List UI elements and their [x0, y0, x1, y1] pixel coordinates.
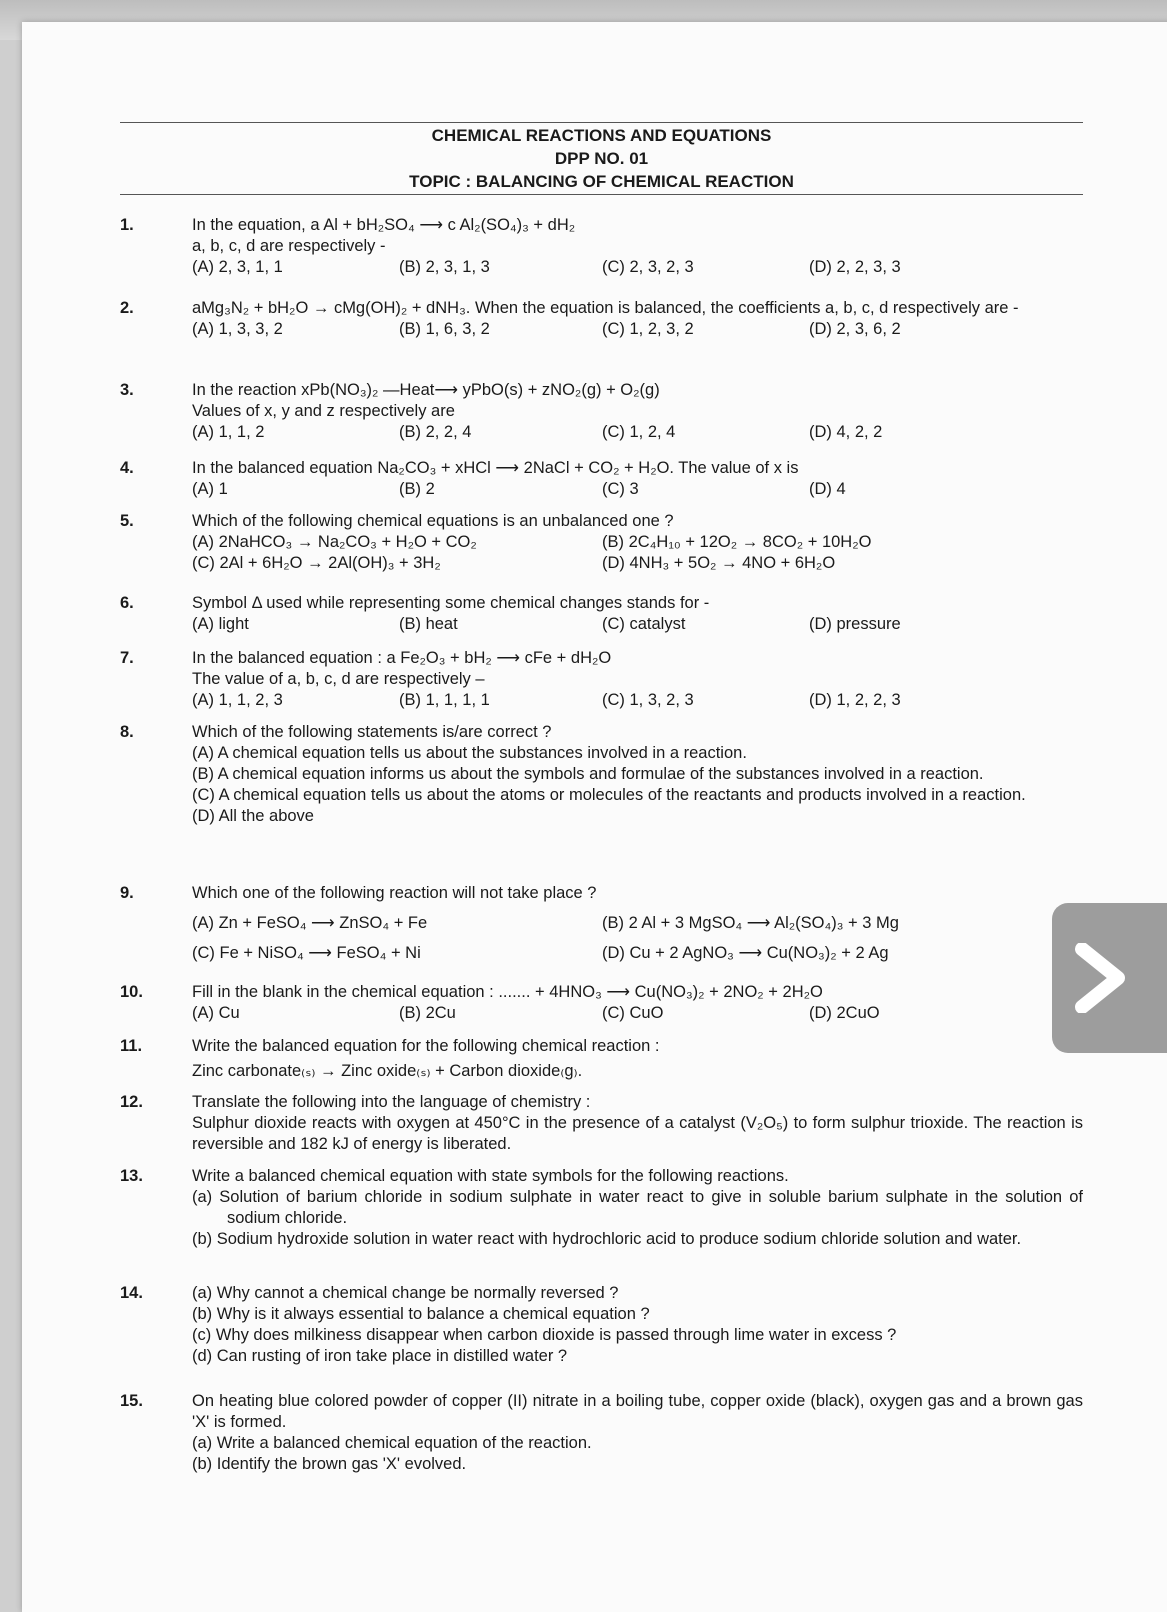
option-a: (A) 2, 3, 1, 1: [192, 258, 283, 276]
part-c: (c) Why does milkiness disappear when carbon dioxide is passed through lime water in excess ?: [192, 1326, 897, 1344]
question-number: 8.: [120, 723, 134, 741]
question-text: a, b, c, d are respectively -: [192, 237, 386, 255]
option-d: (D) 4NH₃ + 5O₂ → 4NO + 6H₂O: [602, 554, 836, 572]
question-number: 12.: [120, 1093, 143, 1111]
option-c: (C) Fe + NiSO₄ ⟶ FeSO₄ + Ni: [192, 944, 421, 962]
option-c: (C) CuO: [602, 1004, 664, 1022]
option-b: (B) 1, 6, 3, 2: [399, 320, 490, 338]
option-d: (D) Cu + 2 AgNO₃ ⟶ Cu(NO₃)₂ + 2 Ag: [602, 944, 889, 962]
question-text: Which of the following chemical equations is an unbalanced one ?: [192, 512, 674, 530]
option-c: (C) 1, 2, 3, 2: [602, 320, 694, 338]
option-c: (C) 2, 3, 2, 3: [602, 258, 694, 276]
question-text: Which one of the following reaction will not take place ?: [192, 884, 597, 902]
question-text: Translate the following into the language of chemistry :: [192, 1093, 591, 1111]
option-d: (D) 4, 2, 2: [809, 423, 883, 441]
option-d: (D) 4: [809, 480, 846, 498]
option-c: (C) A chemical equation tells us about the atoms or molecules of the reactants and products involved in a reaction.: [192, 786, 1026, 804]
option-b: (B) 2, 2, 4: [399, 423, 472, 441]
option-b: (B) 2C₄H₁₀ + 12O₂ → 8CO₂ + 10H₂O: [602, 533, 872, 551]
question-number: 2.: [120, 299, 134, 317]
question-text: Symbol Δ used while representing some chemical changes stands for -: [192, 594, 710, 612]
question-text: On heating blue colored powder of copper (II) nitrate in a boiling tube, copper oxide (black), oxygen gas and a brown gas 'X' is formed.: [192, 1392, 1083, 1431]
option-b: (B) A chemical equation informs us about the symbols and formulae of the substances involved in a reaction.: [192, 765, 984, 783]
part-b: (b) Why is it always essential to balance a chemical equation ?: [192, 1305, 650, 1323]
question-text: In the balanced equation : a Fe₂O₃ + bH₂ ⟶ cFe + dH₂O: [192, 649, 612, 667]
chevron-right-icon: [1068, 943, 1138, 1013]
option-d: (D) 2CuO: [809, 1004, 880, 1022]
page-title: CHEMICAL REACTIONS AND EQUATIONS: [431, 126, 772, 145]
option-a: (A) light: [192, 615, 249, 633]
option-b: (B) 1, 1, 1, 1: [399, 691, 490, 709]
question-number: 15.: [120, 1392, 143, 1410]
option-d: (D) 2, 2, 3, 3: [809, 258, 901, 276]
option-b: (B) heat: [399, 615, 458, 633]
option-a: (A) 1, 3, 3, 2: [192, 320, 283, 338]
option-a: (A) Zn + FeSO₄ ⟶ ZnSO₄ + Fe: [192, 914, 428, 932]
question-text: The value of a, b, c, d are respectively –: [192, 670, 485, 688]
question-text: Values of x, y and z respectively are: [192, 402, 455, 420]
option-c: (C) 1, 3, 2, 3: [602, 691, 694, 709]
question-text: In the balanced equation Na₂CO₃ + xHCl ⟶ 2NaCl + CO₂ + H₂O. The value of x is: [192, 459, 799, 477]
question-text: In the reaction xPb(NO₃)₂ —Heat⟶ yPbO(s) + zNO₂(g) + O₂(g): [192, 381, 660, 399]
topic-heading: TOPIC : BALANCING OF CHEMICAL REACTION: [409, 172, 794, 191]
question-number: 7.: [120, 649, 134, 667]
option-d: (D) 2, 3, 6, 2: [809, 320, 901, 338]
option-b: (B) 2, 3, 1, 3: [399, 258, 490, 276]
dpp-number: DPP NO. 01: [554, 149, 649, 168]
part-a: (a) Write a balanced chemical equation of the reaction.: [192, 1434, 592, 1452]
part-b: (b) Sodium hydroxide solution in water react with hydrochloric acid to produce sodium chloride solution and water.: [192, 1230, 1022, 1248]
question-number: 13.: [120, 1167, 143, 1185]
option-d: (D) All the above: [192, 807, 314, 825]
option-c: (C) 3: [602, 480, 639, 498]
question-text: aMg₃N₂ + bH₂O → cMg(OH)₂ + dNH₃. When the equation is balanced, the coefficients a, b, c, d respectively are -: [192, 299, 1019, 317]
question-number: 5.: [120, 512, 134, 530]
option-a: (A) 2NaHCO₃ → Na₂CO₃ + H₂O + CO₂: [192, 533, 477, 551]
question-number: 3.: [120, 381, 134, 399]
option-a: (A) 1, 1, 2, 3: [192, 691, 283, 709]
option-c: (C) 2Al + 6H₂O → 2Al(OH)₃ + 3H₂: [192, 554, 441, 572]
question-text: In the equation, a Al + bH₂SO₄ ⟶ c Al₂(SO₄)₃ + dH₂: [192, 216, 576, 234]
question-number: 14.: [120, 1284, 143, 1302]
option-b: (B) 2Cu: [399, 1004, 456, 1022]
option-d: (D) 1, 2, 2, 3: [809, 691, 901, 709]
option-a: (A) Cu: [192, 1004, 240, 1022]
question-number: 10.: [120, 983, 143, 1001]
header-rule: [120, 194, 1083, 195]
option-d: (D) pressure: [809, 615, 901, 633]
question-number: 9.: [120, 884, 134, 902]
option-c: (C) 1, 2, 4: [602, 423, 676, 441]
top-rule: [120, 122, 1083, 123]
option-c: (C) catalyst: [602, 615, 686, 633]
question-text: Fill in the blank in the chemical equation : ....... + 4HNO₃ ⟶ Cu(NO₃)₂ + 2NO₂ + 2H₂O: [192, 983, 823, 1001]
question-text: Write a balanced chemical equation with state symbols for the following reactions.: [192, 1167, 789, 1185]
next-page-button[interactable]: [1052, 903, 1167, 1053]
question-number: 11.: [120, 1037, 143, 1055]
option-a: (A) 1, 1, 2: [192, 423, 265, 441]
question-number: 4.: [120, 459, 134, 477]
question-text: Sulphur dioxide reacts with oxygen at 450°C in the presence of a catalyst (V₂O₅) to form sulphur trioxide. The reaction is reversible and 182 kJ of energy is liberated.: [192, 1114, 1083, 1153]
question-text: Which of the following statements is/are correct ?: [192, 723, 552, 741]
question-text: Zinc carbonate₍ₛ₎ → Zinc oxide₍ₛ₎ + Carbon dioxide₍g₎.: [192, 1062, 583, 1080]
question-text: Write the balanced equation for the following chemical reaction :: [192, 1037, 660, 1055]
part-a: (a) Solution of barium chloride in sodium sulphate in water react to give in soluble barium sulphate in the solution of sodium chloride.: [192, 1188, 1083, 1227]
option-b: (B) 2: [399, 480, 435, 498]
option-a: (A) 1: [192, 480, 228, 498]
part-d: (d) Can rusting of iron take place in distilled water ?: [192, 1347, 568, 1365]
option-a: (A) A chemical equation tells us about the substances involved in a reaction.: [192, 744, 747, 762]
part-b: (b) Identify the brown gas 'X' evolved.: [192, 1455, 467, 1473]
part-a: (a) Why cannot a chemical change be normally reversed ?: [192, 1284, 619, 1302]
option-b: (B) 2 Al + 3 MgSO₄ ⟶ Al₂(SO₄)₃ + 3 Mg: [602, 914, 899, 932]
question-number: 6.: [120, 594, 134, 612]
question-number: 1.: [120, 216, 134, 234]
